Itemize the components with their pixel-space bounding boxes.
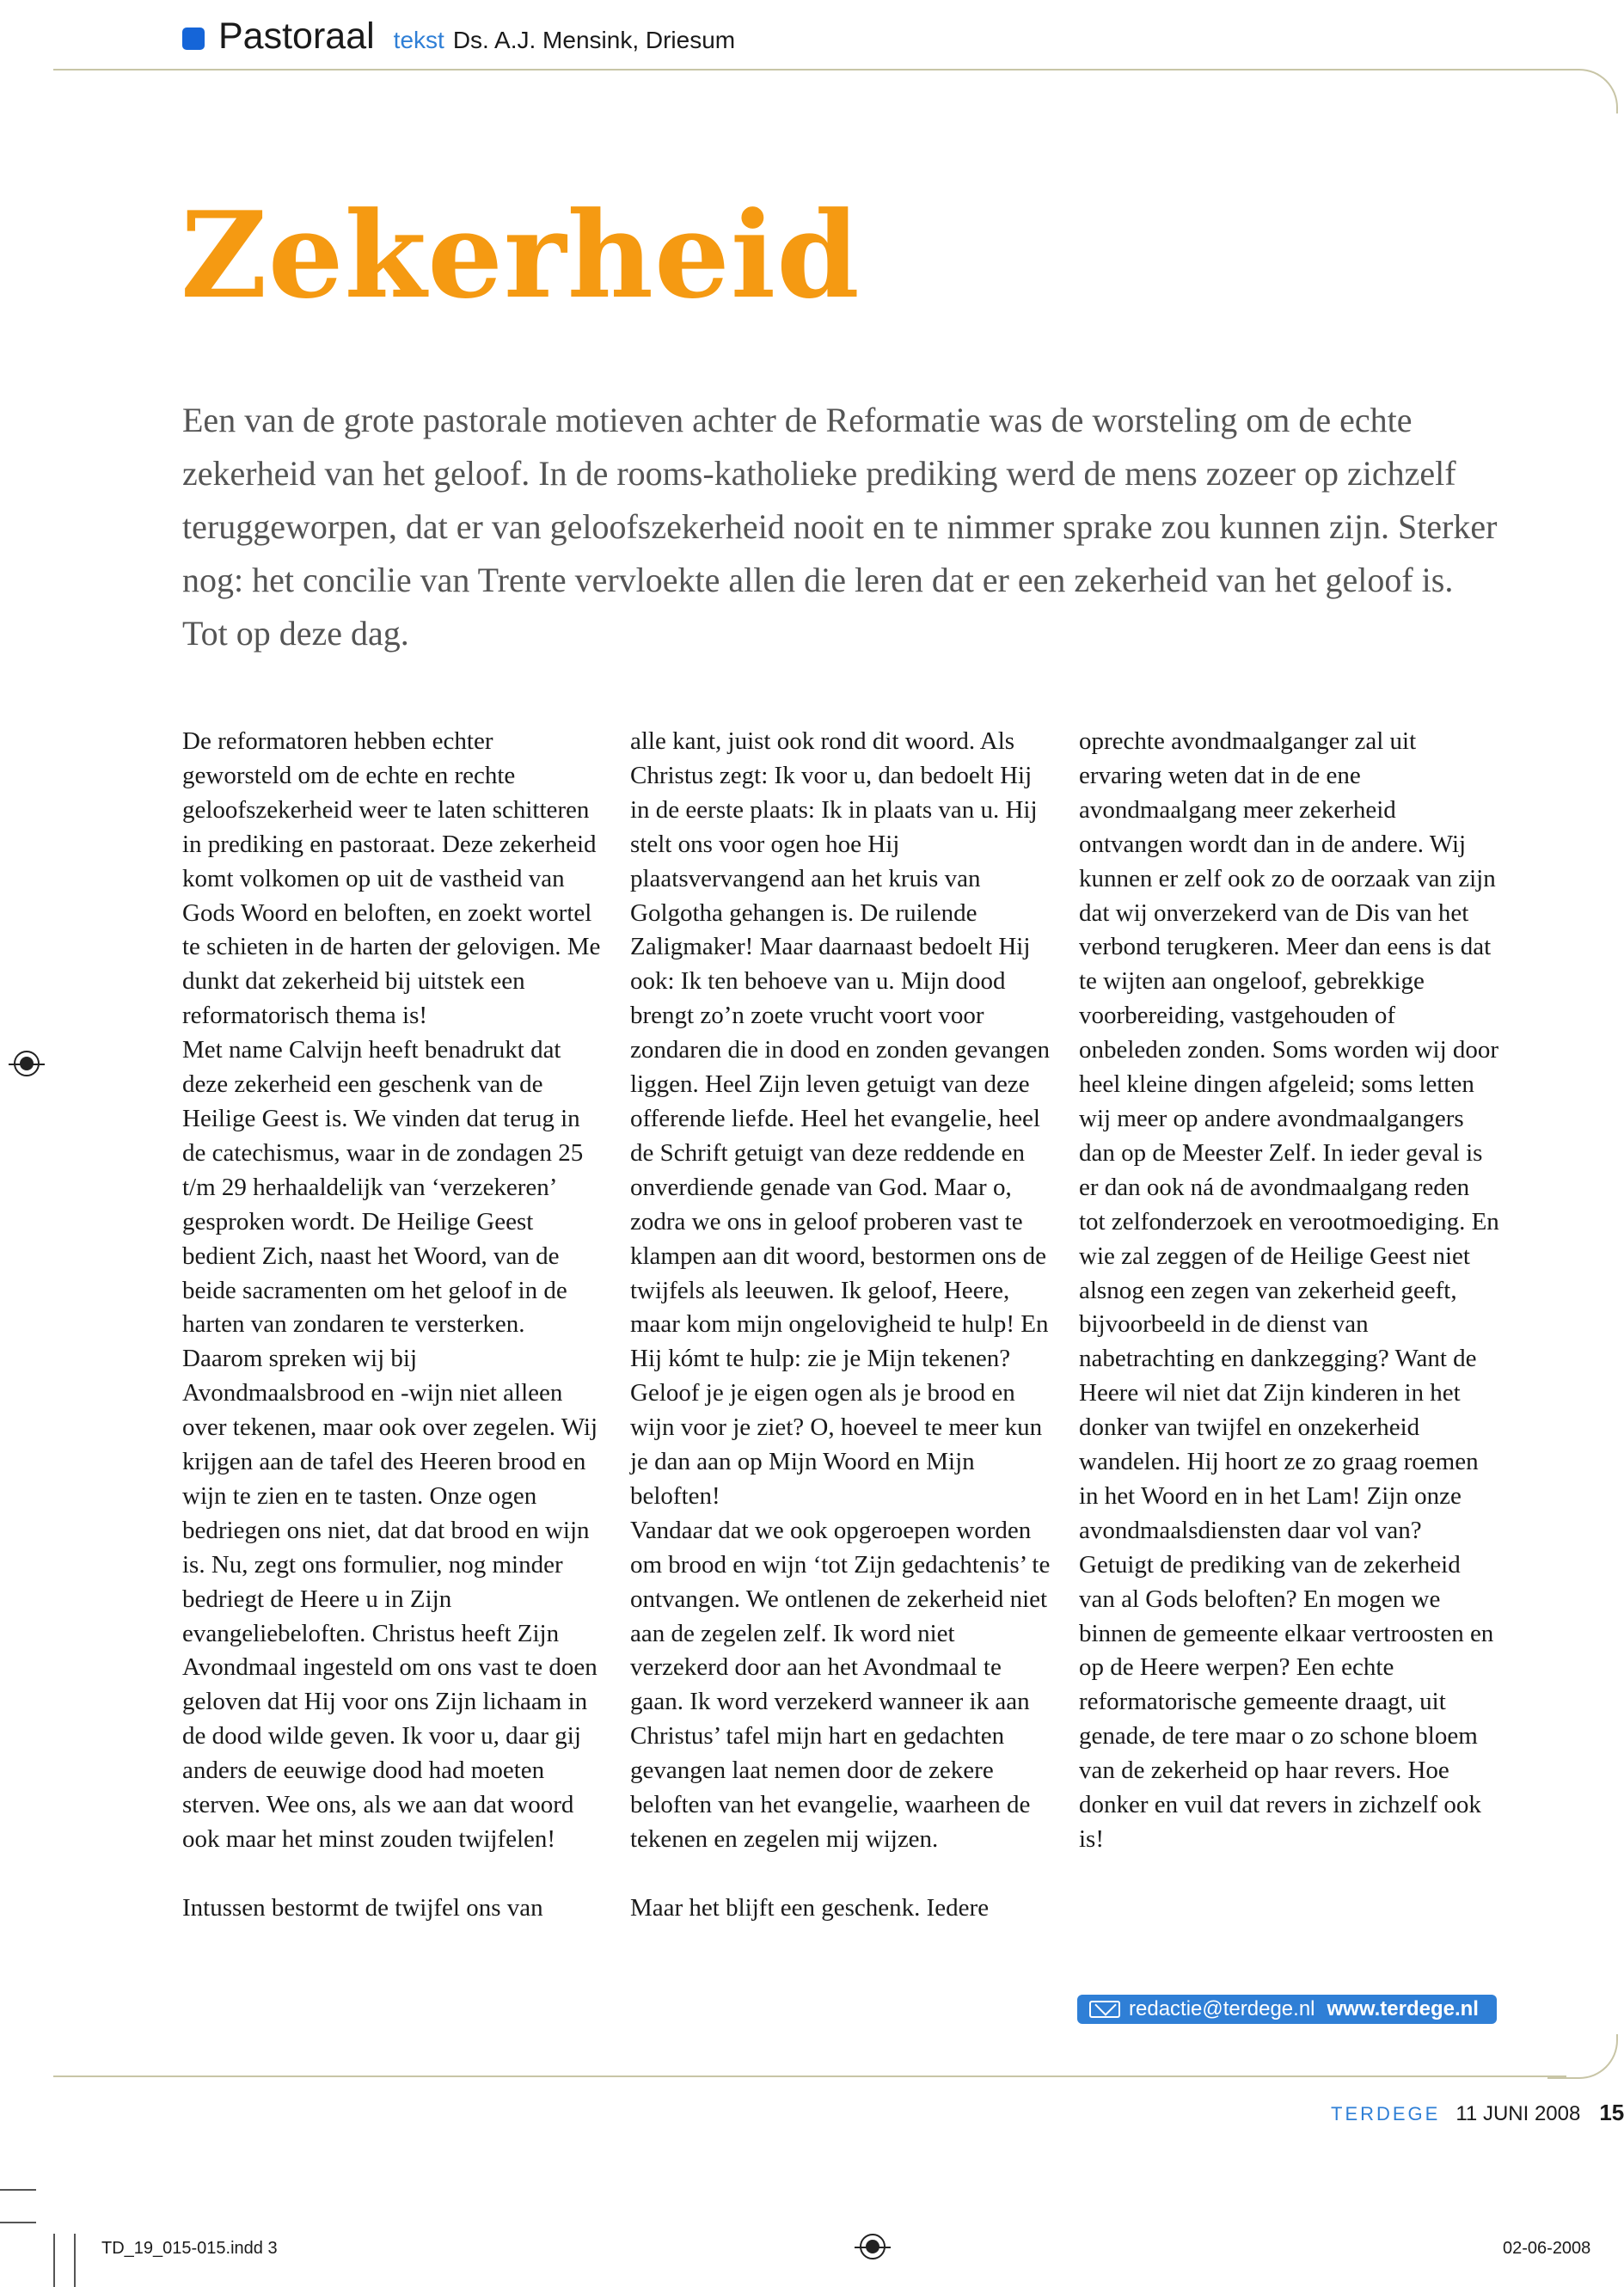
paragraph: Met name Calvijn heeft benadrukt dat deze zekerheid een geschenk van de Heilige Geest is. We vinden dat terug in de catechismus, waar in de zondagen 25 t/m 29 herhaaldelijk van ‘verzekeren’ gesproken wordt. De Heilige Geest bedient Zich, naast het Woord, van de beide sacramenten om het geloof in de harten van zondaren te versterken. Daarom spreken wij bij Avondmaalsbrood en -wijn niet alleen over tekenen, maar ook over zegelen. Wij krijgen aan de tafel des Heeren brood en wijn te zien en te tasten. Onze ogen bedriegen ons niet, dat dat brood en wijn is. Nu, zegt ons formulier, nog minder bedriegt de Heere u in Zijn evangeliebeloften. Christus heeft Zijn Avondmaal ingesteld om ons vast te doen geloven dat Hij voor ons Zijn lichaam in de dood wilde geven. Ik voor u, daar gij anders de eeuwige dood had moeten sterven. Wee ons, als we aan dat woord ook maar het minst zouden twijfelen! xyxy=(182,1036,598,1853)
contact-bar xyxy=(1077,1995,1497,2024)
paragraph: oprechte avondmaalganger zal uit ervaring weten dat in de ene avondmaalgang meer zekerheid ontvangen wordt dan in de andere. Wij kunnen er zelf ook zo de oorzaak van zijn dat wij onverzekerd van de Dis van het verbond terugkeren. Meer dan eens is dat te wijten aan ongeloof, gebrekkige voorbereiding, vastgehouden of onbeleden zonden. Soms worden wij door heel kleine dingen afgeleid; soms letten wij meer op andere avondmaalgangers dan op de Meester Zelf. In ieder geval is er dan ook ná de avondmaalgang reden tot zelfonderzoek en verootmoediging. En wie zal zeggen of de Heilige Geest niet alsnog een zegen van zekerheid geeft, bijvoorbeeld in de dienst van nabetrachting en dankzegging? Want de Heere wil niet dat Zijn kinderen in het donker van twijfel en onzekerheid wandelen. Hij hoort ze zo graag roemen in het Woord en in het Lam! Zijn onze avondmaalsdiensten daar vol van? Getuigt de prediking van de zekerheid van al Gods beloften? En mogen we binnen de gemeente elkaar vertroosten en op de Heere werpen? Een echte reformatorische gemeente draagt, uit genade, de tere maar o zo schone bloem van de zekerheid op haar revers. Hoe donker en vuil dat revers in zichzelf ook is! xyxy=(1079,727,1499,1853)
section-header xyxy=(182,15,735,67)
contact-email-link[interactable]: redactie@terdege.nl xyxy=(1129,1997,1315,2020)
top-rule xyxy=(53,69,1566,71)
crop-mark xyxy=(74,2234,76,2287)
registration-mark-icon xyxy=(14,1051,40,1076)
top-rule-curve xyxy=(1547,69,1618,113)
paragraph: Intussen bestormt de twijfel ons van xyxy=(182,1893,543,1922)
crop-mark xyxy=(0,2222,36,2223)
paragraph-gap xyxy=(630,1857,1051,1892)
article-title: Zekerheid xyxy=(181,185,861,325)
crop-mark xyxy=(53,2234,55,2287)
bottom-rule-curve xyxy=(1547,2034,1618,2079)
slug-filename: TD_19_015-015.indd 3 xyxy=(101,2239,278,2258)
registration-mark-icon xyxy=(860,2234,886,2259)
footer-date: 11 JUNI 2008 xyxy=(1455,2102,1581,2125)
paragraph-gap xyxy=(182,1857,604,1892)
column-2 xyxy=(630,725,1051,1926)
byline-author: Ds. A.J. Mensink, Driesum xyxy=(452,27,736,53)
column-3 xyxy=(1079,725,1500,1857)
column-1 xyxy=(182,725,604,1926)
section-name: Pastoraal xyxy=(218,15,375,57)
paragraph: Vandaar dat we ook opgeroepen worden om brood en wijn ‘tot Zijn gedachtenis’ te ontvangen. We ontlenen de zekerheid niet aan de zegelen zelf. Ik word niet verzekerd door aan het Avondmaal te gaan. Ik word verzekerd wanneer ik aan Christus’ tafel mijn hart en gedachten gevangen laat nemen door de zekere beloften van het evangelie, waarheen de tekenen en zegelen mij wijzen. xyxy=(630,1516,1051,1853)
byline-label: tekst xyxy=(393,27,444,53)
bottom-rule xyxy=(53,2075,1566,2077)
footer-page-number: 15 xyxy=(1599,2100,1624,2125)
section-square-icon xyxy=(182,28,205,50)
page-footer xyxy=(1331,2100,1624,2126)
paragraph: Maar het blijft een geschenk. Iedere xyxy=(630,1893,990,1922)
article-lead: Een van de grote pastorale motieven achter de Reformatie was de worsteling om de echte zekerheid van het geloof. In de rooms-katholieke prediking werd de mens zozeer op zichzelf teruggeworpen, dat er van geloofszekerheid nooit en te nimmer sprake zou kunnen zijn. Sterker nog: het concilie van Trente vervloekte allen die leren dat er een zekerheid van het geloof is. Tot op deze dag. xyxy=(182,401,1498,653)
contact-website-link[interactable]: www.terdege.nl xyxy=(1327,1997,1479,2020)
paragraph: alle kant, juist ook rond dit woord. Als Christus zegt: Ik voor u, dan bedoelt Hij in de eerste plaats: Ik in plaats van u. Hij stelt ons voor ogen hoe Hij plaatsvervangend aan het kruis van Golgotha gehangen is. De ruilende Zaligmaker! Maar daarnaast bedoelt Hij ook: Ik ten behoeve van u. Mijn dood brengt zo’n zoete vrucht voort voor zondaren die in dood en zonden gevangen liggen. Heel Zijn leven getuigt van deze offerende liefde. Heel het evangelie, heel de Schrift getuigt van deze reddende en onverdiende genade van God. Maar o, zodra we ons in geloof proberen vast te klampen aan dit woord, bestormen ons de twijfels als leeuwen. Ik geloof, Heere, maar kom mijn ongelovigheid te hulp! En Hij kómt te hulp: zie je Mijn tekenen? Geloof je je eigen ogen als je brood en wijn voor je ziet? O, hoeveel te meer kun je dan aan op Mijn Woord en Mijn beloften! xyxy=(630,727,1050,1510)
crop-mark xyxy=(0,2189,36,2191)
envelope-icon xyxy=(1089,2001,1120,2018)
footer-magazine: TERDEGE xyxy=(1331,2103,1441,2125)
paragraph: De reformatoren hebben echter geworsteld om de echte en rechte geloofszekerheid weer te laten schitteren in prediking en pastoraat. Deze zekerheid komt volkomen op uit de vastheid van Gods Woord en beloften, en zoekt wortel te schieten in de harten der gelovigen. Me dunkt dat zekerheid bij uitstek een reformatorisch thema is! xyxy=(182,727,601,1030)
slug-date: 02-06-2008 xyxy=(1503,2239,1591,2258)
